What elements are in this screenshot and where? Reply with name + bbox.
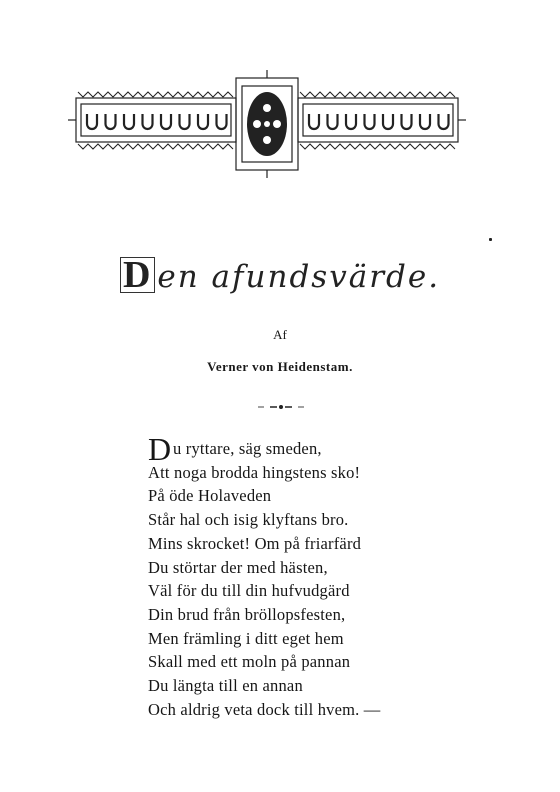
ink-speck <box>489 238 492 241</box>
poem-line: Du störtar der med hästen, <box>148 557 328 577</box>
horseshoe-motif <box>106 114 116 129</box>
author-name: Verner von Heidenstam. <box>207 359 353 374</box>
title-initial: D <box>120 257 155 293</box>
title-text: en afundsvärde. <box>157 259 441 295</box>
horseshoe-motif <box>124 114 134 129</box>
horseshoe-motif <box>383 114 393 129</box>
poem-line: Att noga brodda hingstens sko! <box>148 462 361 482</box>
byline-label: Af <box>273 327 287 342</box>
poem-line: På öde Holaveden <box>148 486 272 506</box>
horseshoe-motif <box>365 114 375 129</box>
poem-line: Mins skrocket! Om på friarfärd <box>148 533 362 553</box>
poem-title <box>0 254 560 296</box>
poem-line: Din brud från bröllopsfesten, <box>148 604 346 624</box>
horseshoe-motif <box>143 114 153 129</box>
poem-line <box>148 431 448 467</box>
poem-line: Väl för du till din hufvudgärd <box>148 581 350 601</box>
horseshoe-motif <box>346 114 356 129</box>
poem-line: Står hal och isig klyftans bro. <box>148 510 349 530</box>
horseshoe-motif <box>439 114 449 129</box>
ornamental-divider <box>258 403 304 411</box>
horseshoe-motif <box>328 114 338 129</box>
poem-line-text: u ryttare, säg smeden, <box>173 439 322 458</box>
horseshoe-motif <box>161 114 171 129</box>
horseshoe-motif <box>198 114 208 129</box>
poem-line: Och aldrig veta dock till hvem. — <box>148 699 381 719</box>
poem-body <box>148 431 448 721</box>
horseshoe-motif <box>180 114 190 129</box>
horseshoe-motif <box>402 114 412 129</box>
horseshoe-motif <box>420 114 430 129</box>
decorative-headpiece <box>68 70 466 178</box>
poem-line: Du längta till en annan <box>148 676 303 696</box>
poem-line: Men främling i ditt eget hem <box>148 628 344 648</box>
horseshoe-motif <box>217 114 227 129</box>
horseshoe-motif <box>309 114 319 129</box>
drop-cap: D <box>148 431 172 467</box>
horseshoe-motif <box>87 114 97 129</box>
poem-line: Skall med ett moln på pannan <box>148 652 351 672</box>
